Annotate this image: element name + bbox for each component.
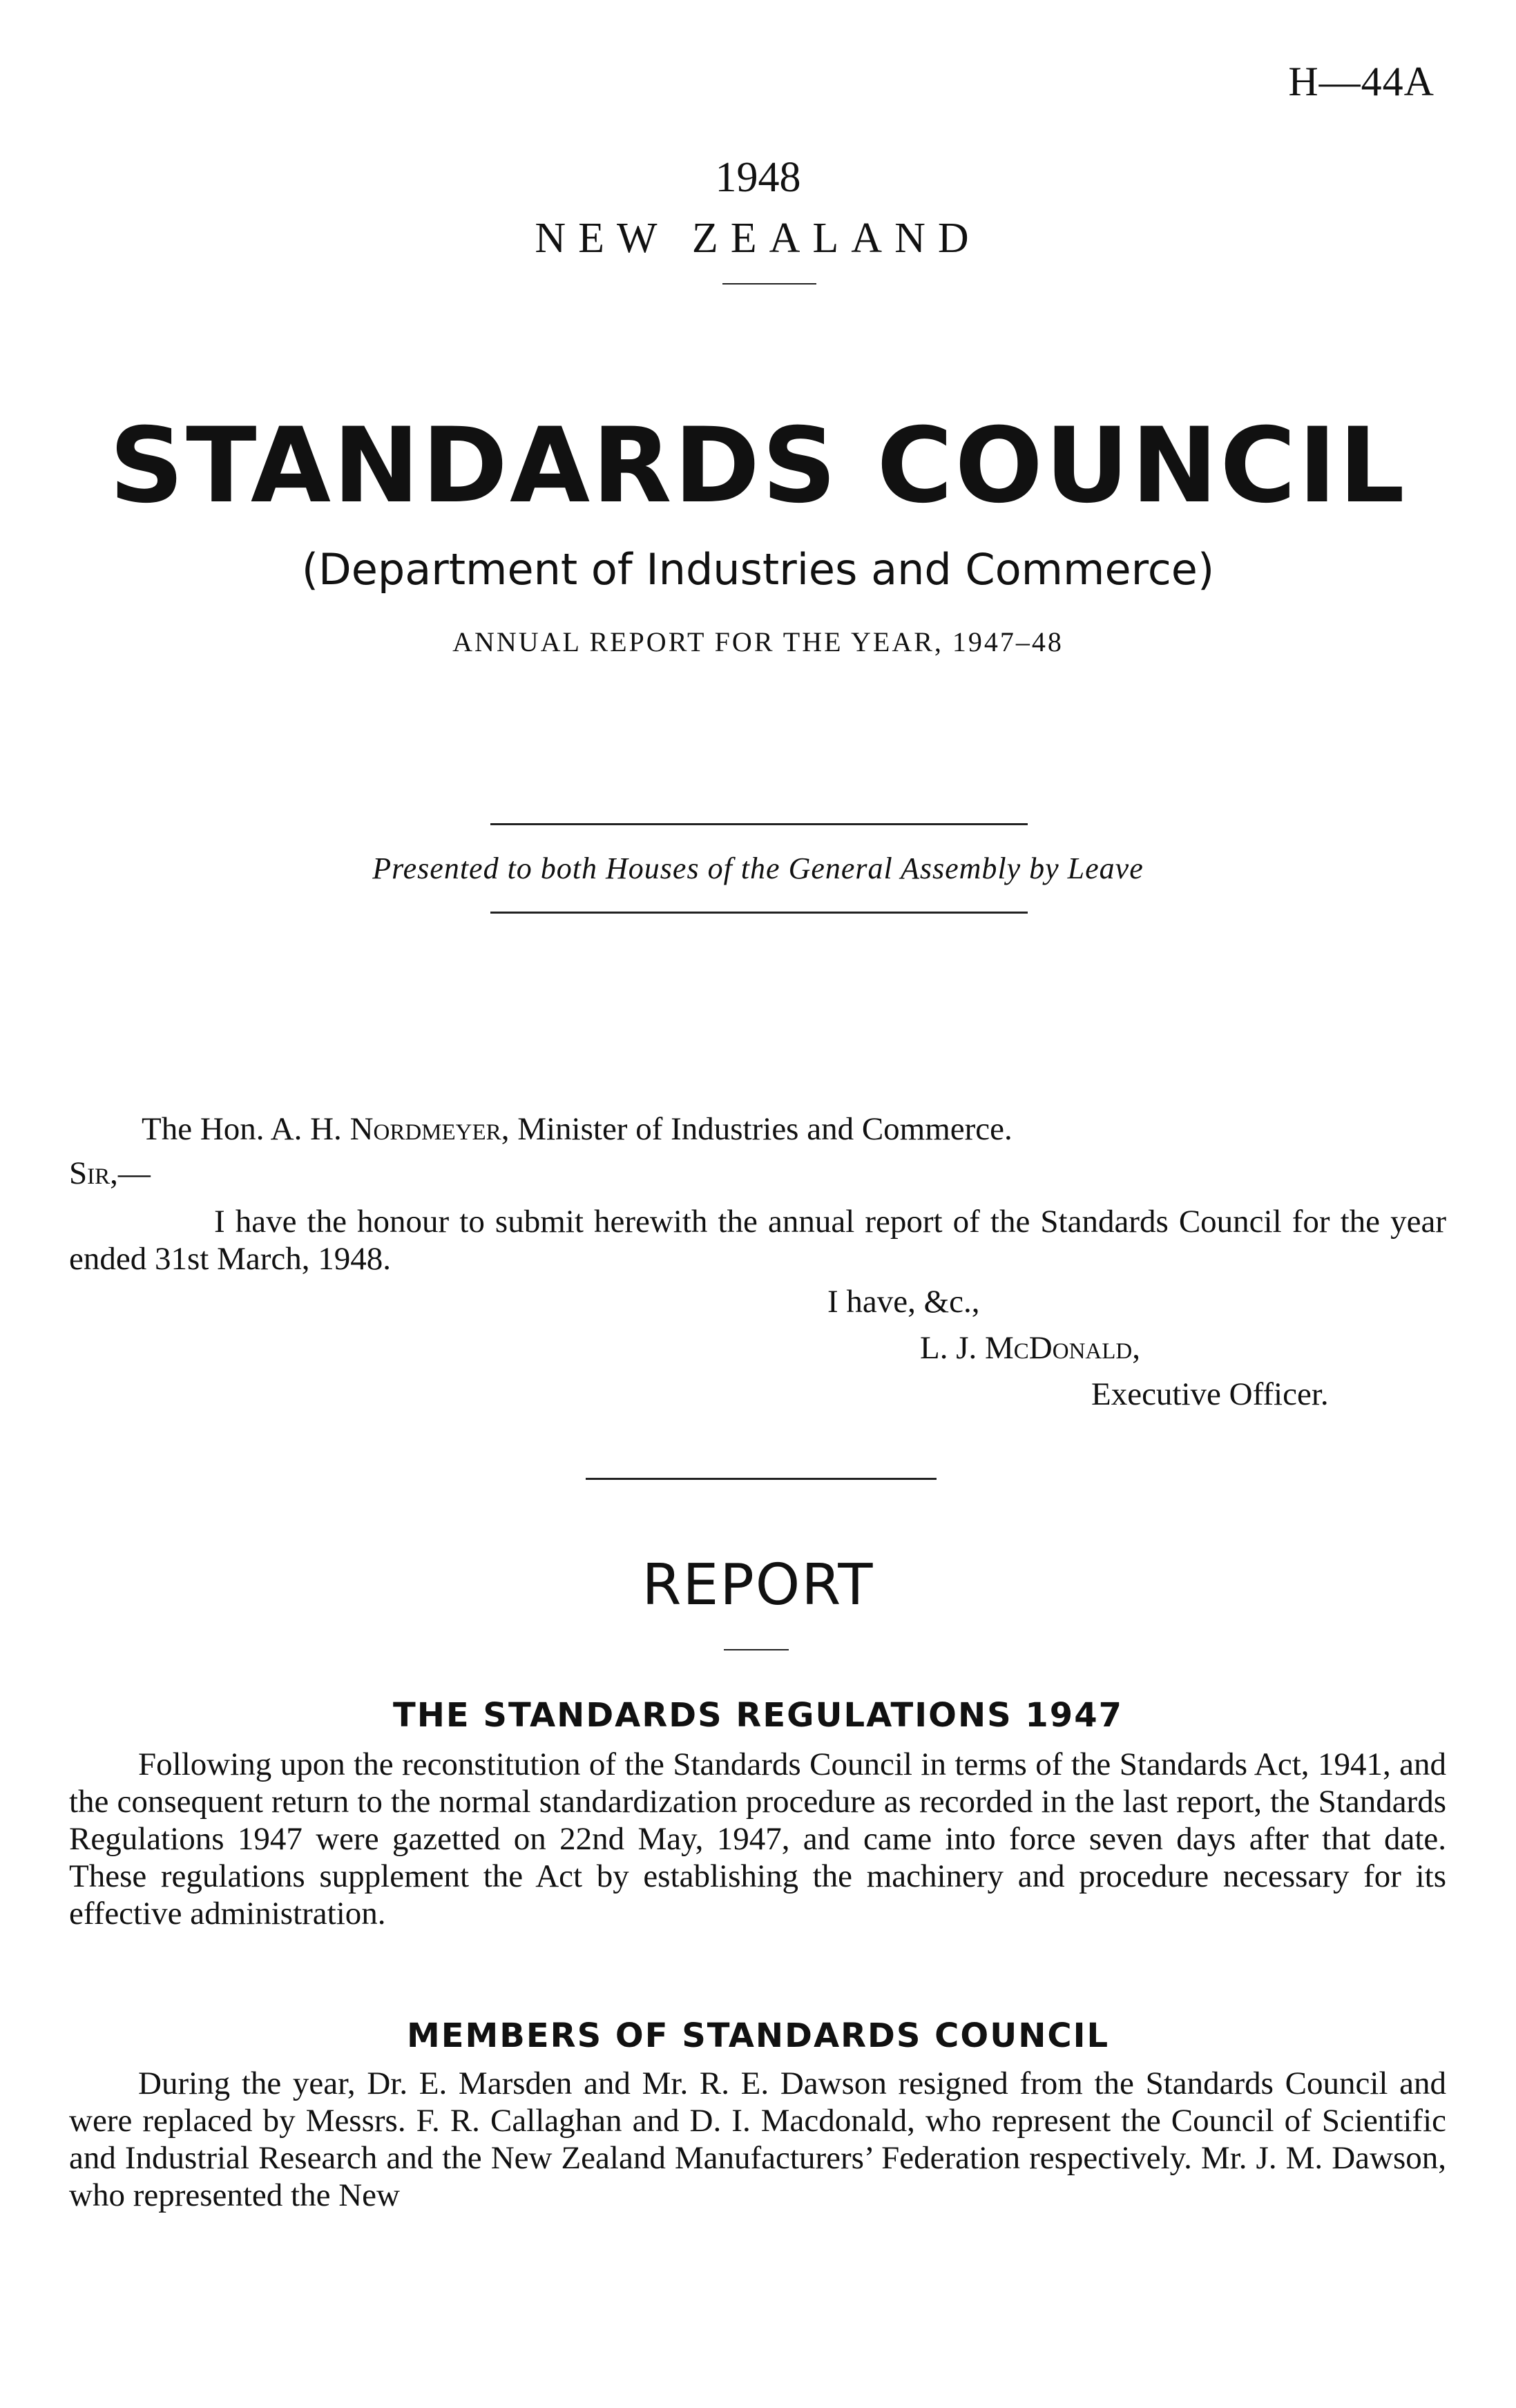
letter-body: I have the honour to submit herewith the annual report of the Standards Council for the year ended 31st March, 1948. (69, 1204, 1446, 1277)
divider-report (724, 1649, 789, 1650)
letter-signatory-title: Executive Officer. (1091, 1376, 1329, 1412)
divider-lower (490, 912, 1028, 914)
divider-letter-end (586, 1478, 937, 1480)
presented-line: Presented to both Houses of the General Assembly by Leave (372, 851, 1144, 885)
document-code: H—44A (1288, 59, 1435, 104)
document-title: STANDARDS COUNCIL (109, 406, 1407, 526)
section-heading-regulations: THE STANDARDS REGULATIONS 1947 (393, 1696, 1123, 1735)
section-text-regulations: Following upon the reconstitution of the Standards Council in terms of the Standards Act, 1941, and the consequent return to the normal standardization procedure as recorded in the last report, the Standards Regulations 1947 were gazetted on 22nd May, 1947, and came into force seven days after that date. These regulations supplement the Act by establishing the machinery and procedure necessary for its effective administration. (69, 1746, 1446, 1932)
letter-signatory: L. J. McDonald, (920, 1330, 1140, 1366)
department-subtitle: (Department of Industries and Commerce) (301, 544, 1215, 595)
letter-closing: I have, &c., (827, 1284, 980, 1320)
report-heading: REPORT (642, 1552, 874, 1618)
country-name: NEW ZEALAND (535, 215, 981, 262)
section-heading-members: MEMBERS OF STANDARDS COUNCIL (406, 2016, 1110, 2055)
addressee-prefix: The Hon. A. H. (142, 1111, 350, 1147)
document-year: 1948 (715, 154, 801, 201)
letter-addressee (142, 1110, 1013, 1148)
divider-upper (490, 823, 1028, 825)
addressee-name: Nordmeyer (349, 1111, 501, 1147)
section-text-members: During the year, Dr. E. Marsden and Mr. R. E. Dawson resigned from the Standards Council and were replaced by Messrs. F. R. Callaghan and D. I. Macdonald, who represent the Council of Scientific and Industrial Research and the New Zealand Manufacturers’ Federation respectively. Mr. J. M. Dawson, who represented the New (69, 2065, 1446, 2213)
letter-salutation: Sir,— (69, 1155, 151, 1191)
addressee-suffix: , Minister of Industries and Commerce. (501, 1111, 1013, 1147)
annual-report-line: ANNUAL REPORT FOR THE YEAR, 1947–48 (452, 626, 1064, 657)
divider-short (722, 283, 816, 285)
